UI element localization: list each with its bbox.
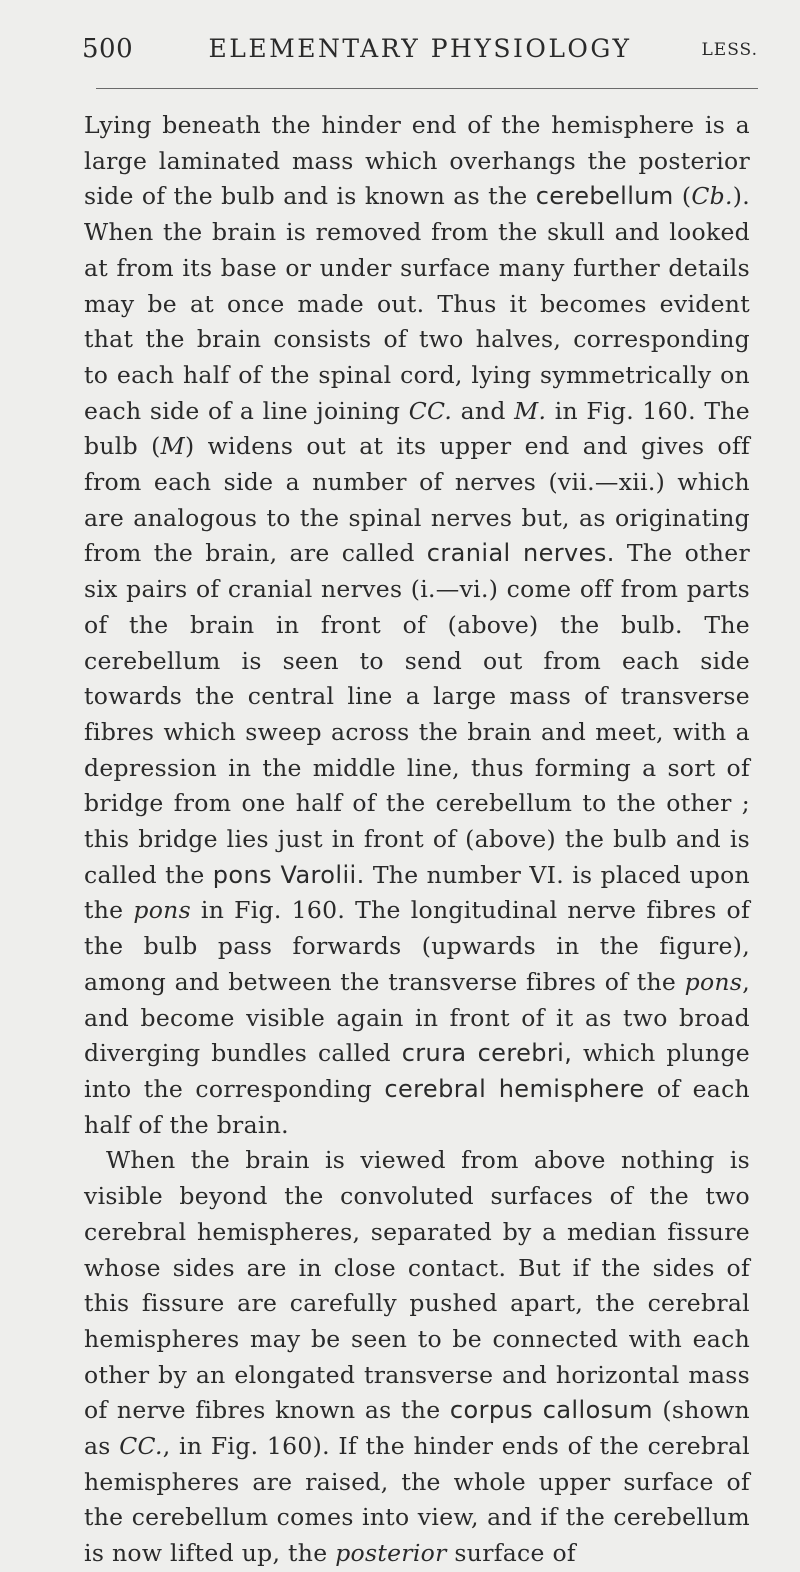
symbol-m: M <box>160 432 185 461</box>
text-run: When the brain is viewed from above nothing is visible beyond the convoluted surfaces of the two cerebral hemispheres, separated by a median fissure whose sides are in close contact. But if the sides of this fissure are carefully pushed apart, the cerebral hemispheres may be seen to be connected with each other by an elongated transverse and horizontal mass of nerve fibres known as the <box>84 1146 750 1425</box>
term-pons-varolii: pons Varolii. <box>212 860 365 889</box>
term-corpus-callosum: corpus callosum <box>449 1396 653 1425</box>
text-run: , and become visible again in front of it as two broad diverging bundles called <box>84 967 750 1068</box>
text-run: , in Fig. 160). If the hinder ends of the cerebral hemispheres are raised, the whole upper surface of the cerebellum comes into view, and if the cerebellum is now lifted up, the <box>84 1432 750 1568</box>
term-cerebral-hemisphere: cerebral hemisphere <box>384 1074 645 1103</box>
term-cerebellum: cerebellum <box>535 182 674 211</box>
text-run: in Fig. 160. The longitudinal nerve fibres of the bulb pass forwards (upwards in the figure), among and between the transverse fibres of the <box>84 896 751 996</box>
paragraph-cerebellum <box>84 108 750 1143</box>
text-run: The number VI. is placed upon the <box>84 860 750 925</box>
page-number: 500 <box>82 34 134 64</box>
emphasis-posterior: posterior <box>335 1539 447 1568</box>
text-run: ). When the brain is removed from the skull and looked at from its base or under surface many further details may be at once made out. Thus it becomes evident that the brain consists of two halves, corresponding to each half of the spinal cord, lying symmetrically on each side of a line joining <box>84 182 750 425</box>
term-cranial-nerves: cranial nerves. <box>426 539 615 568</box>
page-header <box>82 34 758 82</box>
paragraph-corpus-callosum <box>84 1143 750 1571</box>
text-run: The other six pairs of cranial nerves (i.—vi.) come off from parts of the brain in front of (above) the bulb. The cerebellum is seen to send out from each side towards the central line a large mass of transverse fibres which sweep across the brain and meet, with a depression in the middle line, thus forming a sort of bridge from one half of the cerebellum to the other ; this bridge lies just in front of (above) the bulb and is called the <box>84 539 750 889</box>
emphasis-pons: pons <box>133 896 191 925</box>
symbol-cb: Cb. <box>691 182 733 211</box>
text-run: of each half of the brain. <box>84 1074 750 1139</box>
emphasis-pons: pons <box>684 967 743 996</box>
text-run: ( <box>673 182 692 211</box>
symbol-cc: CC. <box>119 1432 163 1461</box>
running-title: ELEMENTARY PHYSIOLOGY <box>208 34 632 63</box>
text-run: which plunge into the corresponding <box>84 1039 750 1103</box>
term-crura-cerebri: crura cerebri, <box>401 1039 573 1068</box>
text-run: Lying beneath the hinder end of the hemisphere is a large laminated mass which overhangs the posterior side of the bulb and is known as the <box>84 111 750 211</box>
body-text <box>84 108 750 1572</box>
symbol-m: M. <box>514 396 547 425</box>
symbol-cc: CC. <box>408 396 453 425</box>
text-run: (shown as <box>84 1396 750 1461</box>
header-rule <box>96 88 758 89</box>
text-run: and <box>452 396 515 425</box>
text-run: surface of <box>446 1539 576 1568</box>
text-run: ) widens out at its upper end and gives off from each side a number of nerves (vii.—xii.) which are analogous to the spinal nerves but, as originating from the brain, are called <box>84 432 750 568</box>
section-tag: LESS. <box>701 40 758 60</box>
text-run: in Fig. 160. The bulb ( <box>84 396 750 461</box>
